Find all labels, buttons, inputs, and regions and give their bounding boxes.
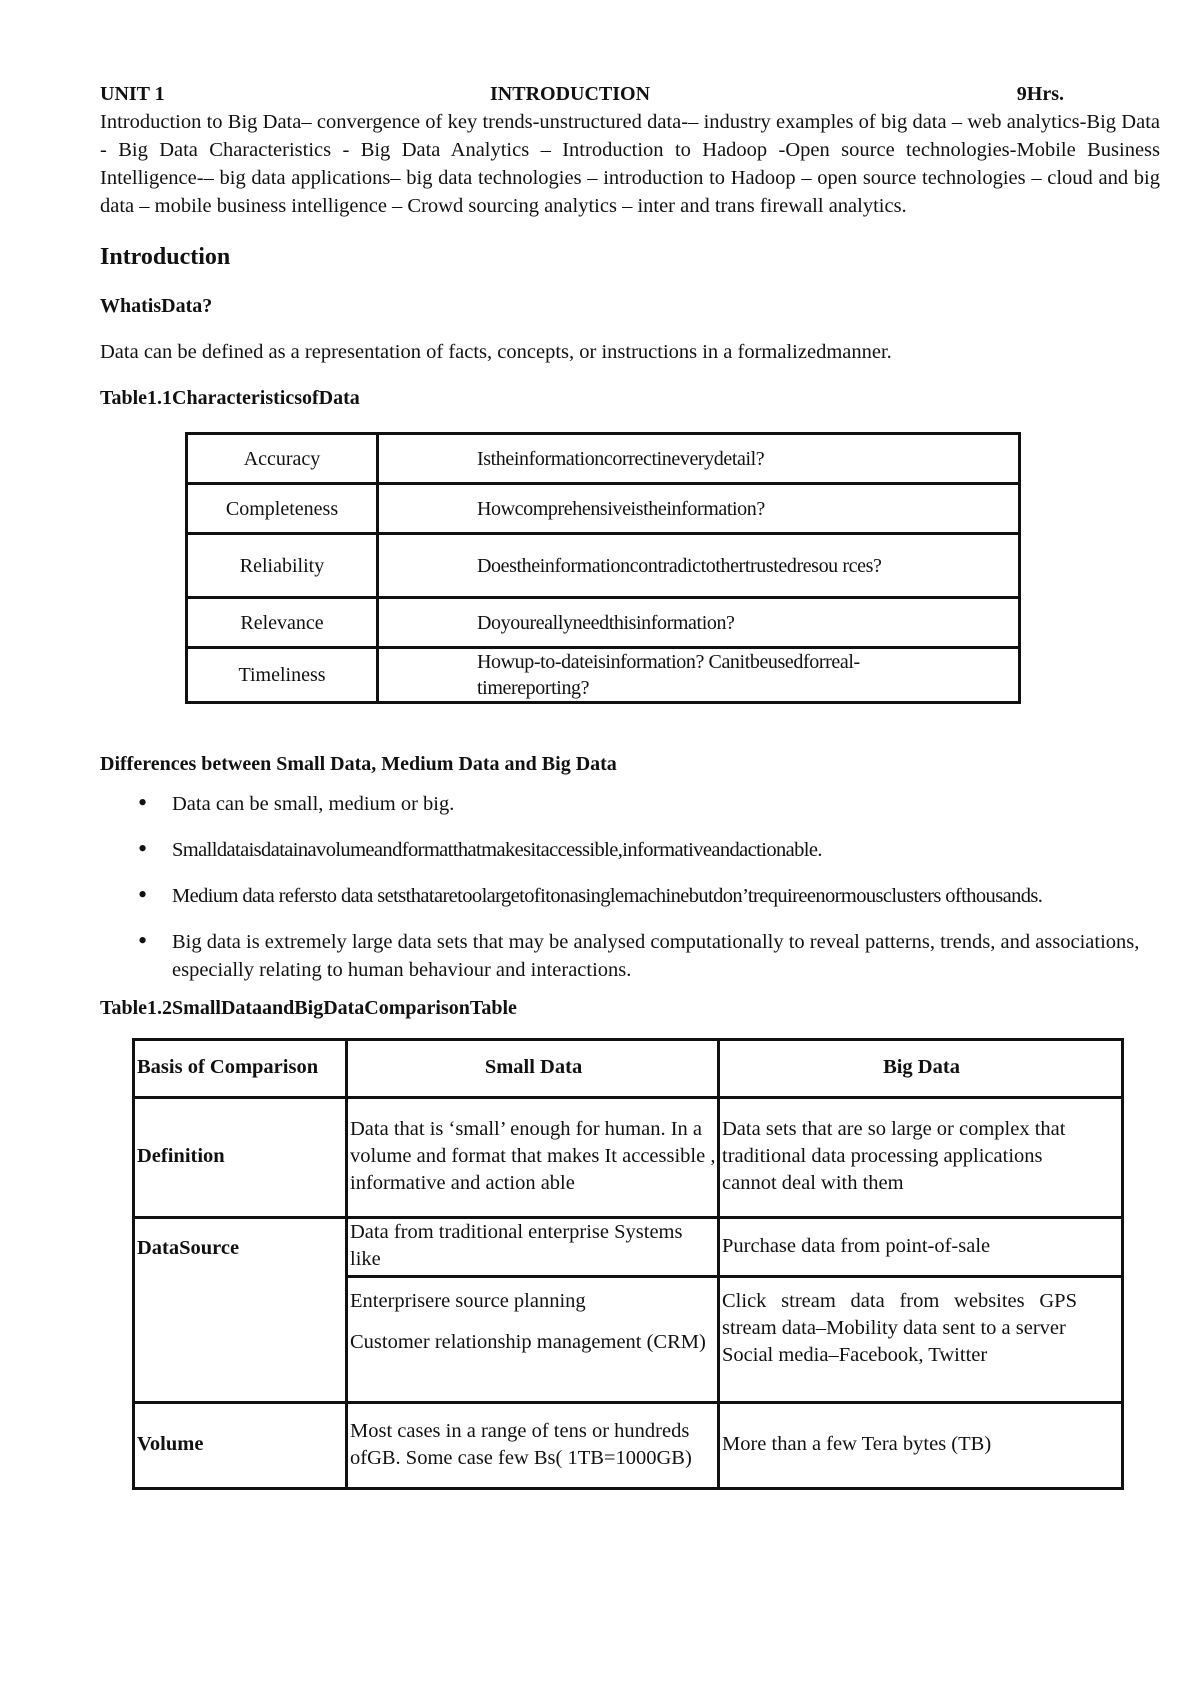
list-item: • Big data is extremely large data sets that may be analysed computationally to reveal patterns, trends, and associations, especially relating to human behaviour and interactions. <box>172 928 1160 984</box>
table-cell: Most cases in a range of tens or hundreds ofGB. Some case few Bs( 1TB=1000GB) <box>347 1403 719 1489</box>
table-row <box>187 484 1020 534</box>
differences-list <box>100 790 1160 984</box>
table-cell-value: Howup-to-dateisinformation? Canitbeusedforreal-timereporting? <box>378 648 1020 703</box>
table-cell-value: Doyoureallyneedthisinformation? <box>378 598 1020 648</box>
datasource-small-erp: Enterprisere source planning <box>350 1290 586 1312</box>
table-header-cell: Basis of Comparison <box>134 1040 347 1098</box>
table-cell-value: Doestheinformationcontradictothertrustedresou rces? <box>378 534 1020 598</box>
table-cell: Data sets that are so large or complex that traditional data processing applications cannot deal with them <box>719 1098 1123 1218</box>
row-label-datasource: DataSource <box>134 1218 347 1403</box>
table-header-row <box>134 1040 1123 1098</box>
table-cell-key: Relevance <box>187 598 378 648</box>
table-cell: Data that is ‘small’ enough for human. In a volume and format that makes It accessible , informative and action able <box>347 1098 719 1218</box>
question-heading: WhatisData? <box>100 295 213 317</box>
definition-paragraph: Data can be defined as a representation of facts, concepts, or instructions in a formalizedmanner. <box>100 341 892 363</box>
datasource-big-clickstream: Click stream data from websites GPS stream data–Mobility data sent to a server <box>722 1290 1077 1339</box>
table-row <box>187 534 1020 598</box>
table1-caption: Table1.1CharacteristicsofData <box>100 387 360 409</box>
syllabus-paragraph: Introduction to Big Data– convergence of key trends-unstructured data-– industry examples of big data – web analytics-Big Data - Big Data Characteristics - Big Data Analytics – Introduction to Hadoop -Open source technologies-Mobile Business Intelligence-– big data applications– big data technologies – introduction to Hadoop – open source technologies – cloud and big data – mobile business intelligence – Crowd sourcing analytics – inter and trans firewall analytics. <box>100 111 1160 217</box>
table-cell-key: Reliability <box>187 534 378 598</box>
unit-title: INTRODUCTION <box>490 82 651 105</box>
table-cell-value: Howcomprehensiveistheinformation? <box>378 484 1020 534</box>
table-cell: Purchase data from point-of-sale <box>719 1218 1123 1277</box>
unit-label: UNIT 1 <box>100 82 165 105</box>
table-row <box>134 1098 1123 1218</box>
list-item: • Data can be small, medium or big. <box>172 790 1160 818</box>
list-item: • Medium data refersto data setsthataretoolargetofitonasinglemachinebutdon’trequireenormousclusters ofthousands. <box>172 882 1160 910</box>
datasource-small-crm: Customer relationship management (CRM) <box>350 1331 706 1353</box>
table-cell <box>347 1277 719 1403</box>
table2-caption: Table1.2SmallDataandBigDataComparisonTable <box>100 997 517 1019</box>
table-cell: Data from traditional enterprise Systems like <box>347 1218 719 1277</box>
document-page <box>100 80 1160 1490</box>
datasource-big-social: Social media–Facebook, Twitter <box>722 1344 988 1366</box>
table-row <box>134 1218 1123 1277</box>
table-cell-key: Accuracy <box>187 434 378 484</box>
unit-header <box>100 80 1160 108</box>
unit-hours: 9Hrs. <box>1016 82 1064 105</box>
table-row <box>187 598 1020 648</box>
table-cell-value: Istheinformationcorrectineverydetail? <box>378 434 1020 484</box>
section-title: Introduction <box>100 244 231 270</box>
table-cell-key: Timeliness <box>187 648 378 703</box>
characteristics-table <box>185 432 1021 704</box>
table-row <box>187 648 1020 703</box>
table-cell: More than a few Tera bytes (TB) <box>719 1403 1123 1489</box>
row-label-volume: Volume <box>134 1403 347 1489</box>
list-item: • Smalldataisdatainavolumeandformatthatmakesitaccessible,informativeandactionable. <box>172 836 1160 864</box>
comparison-table <box>132 1038 1124 1490</box>
table-cell <box>719 1277 1123 1403</box>
table-row <box>187 434 1020 484</box>
table-cell-key: Completeness <box>187 484 378 534</box>
table-header-cell: Small Data <box>347 1040 719 1098</box>
differences-heading: Differences between Small Data, Medium Data and Big Data <box>100 753 617 775</box>
row-label-definition: Definition <box>134 1098 347 1218</box>
table-header-cell: Big Data <box>719 1040 1123 1098</box>
table-row <box>134 1403 1123 1489</box>
